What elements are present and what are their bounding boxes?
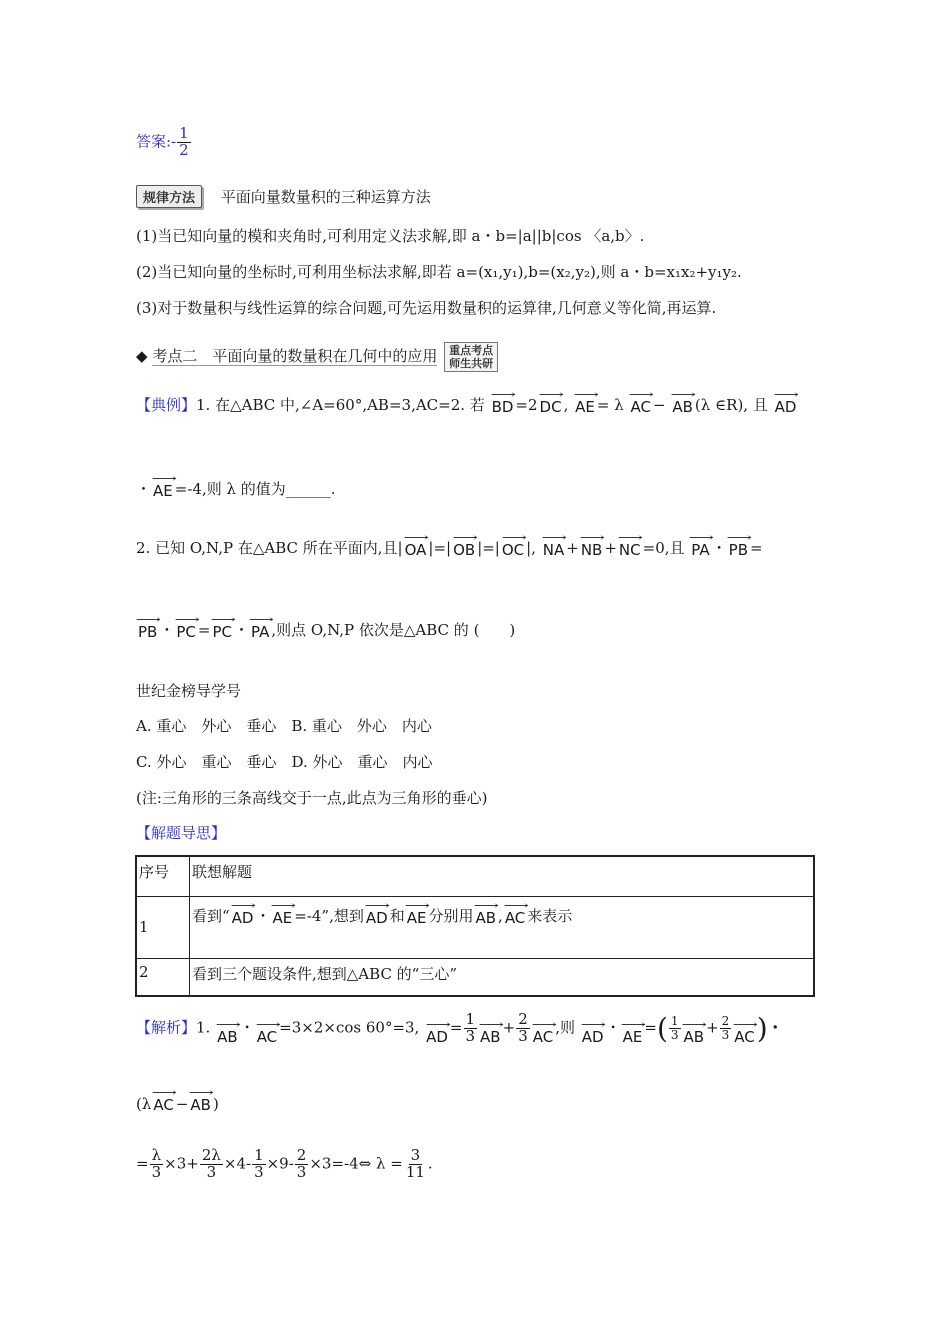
p2-text-a: 2. 已知 O,N,P 在△ABC 所在平面内,且| bbox=[136, 539, 403, 557]
vector-AD: ⟶ AD bbox=[364, 898, 389, 927]
vector-DC: ⟶ DC bbox=[538, 388, 563, 416]
solution-tag: 【解析】 bbox=[136, 1018, 197, 1037]
method-item-2: (2)当已知向量的坐标时,可利用坐标法求解,即若 a=(x₁,y₁),b=(x₂,y₂),则 a・b=x₁x₂+y₁y₂. bbox=[136, 263, 742, 281]
table-row bbox=[136, 856, 814, 896]
method-item-3: (3)对于数量积与线性运算的综合问题,可先运用数量积的运算律,几何意义等化简,再运算. bbox=[136, 299, 717, 317]
section-badge-line1: 重点考点 bbox=[449, 344, 494, 357]
p2-text-h: ・ bbox=[711, 539, 727, 557]
vector-AB: ⟶ AB bbox=[681, 1018, 706, 1046]
p2-text-m: ,则点 O,N,P 依次是△ABC 的 ( ) bbox=[271, 621, 516, 639]
vector-BD: ⟶ BD bbox=[490, 388, 515, 416]
p2-text-j: ・ bbox=[159, 621, 175, 639]
p1-text-b: =2 bbox=[515, 396, 538, 414]
answer-fraction bbox=[177, 126, 191, 159]
vector-PB: ⟶ PB bbox=[726, 531, 751, 559]
table-row bbox=[136, 896, 814, 958]
fraction-1-3: $\frac{1}{3}$ bbox=[254, 1146, 264, 1181]
vector-OA: ⟶ OA bbox=[403, 531, 428, 559]
p1-text-g: ・ bbox=[136, 480, 152, 498]
section-heading bbox=[136, 342, 498, 372]
vector-AD: ⟶ AD bbox=[230, 898, 255, 927]
p2-text-d: |, bbox=[526, 539, 536, 557]
p1-text-d: = λ bbox=[596, 396, 624, 414]
fraction-2-3: $\frac{2}{3}$ bbox=[518, 1010, 528, 1045]
section-badge-line2: 师生共研 bbox=[449, 357, 494, 370]
example-p1-line2 bbox=[136, 474, 336, 499]
vector-PA: ⟶ PA bbox=[688, 531, 713, 559]
answer-label: 答案:- bbox=[136, 132, 177, 151]
section-bullet: ◆ bbox=[136, 347, 148, 365]
guide-header-no: 序号 bbox=[136, 856, 190, 896]
p1-text-a: 1. 在△ABC 中,∠A=60°,AB=3,AC=2. 若 bbox=[196, 396, 485, 414]
p1-text-f: (λ ∈R), 且 bbox=[694, 396, 768, 414]
option-line-c: C. 外心 重心 垂心 D. 外心 重心 内心 bbox=[136, 753, 433, 771]
guide-row1-no: 1 bbox=[136, 896, 190, 958]
vector-AE: ⟶ AE bbox=[270, 898, 295, 927]
solution-line1: 【解析】1. ⟶ AB ・ ⟶ AC =3×2×cos 60°=3, ⟶ AD = $\frac{1}{3}$ ⟶ AB + $\frac{2}{3}$ ⟶ AC ,则 ⟶ AD ・ ⟶ AE =( $\frac{1}{3}$ ⟶ AB + $\frac{2}{3}$ ⟶ AC )・ bbox=[136, 1010, 783, 1046]
method-badge: 规律方法 bbox=[136, 185, 202, 208]
guide-row2-text: 看到三个题设条件,想到△ABC 的“三心” bbox=[190, 958, 815, 996]
note-text: (注:三角形的三条高线交于一点,此点为三角形的垂心) bbox=[136, 789, 488, 807]
example-tag: 【典例】 bbox=[136, 396, 197, 414]
vector-PB: ⟶ PB bbox=[135, 613, 160, 641]
p2-text-b: |=| bbox=[428, 539, 452, 557]
vector-AE: ⟶ AE bbox=[404, 898, 429, 927]
method-item-1: (1)当已知向量的模和夹角时,可利用定义法求解,即 a・b=|a||b|cos 〈a,b〉. bbox=[136, 227, 645, 245]
solution-equation: = $\frac{\lambda}{3}$ ×3+ $\frac{2\lambda}{3}$ ×4- $\frac{1}{3}$ ×9- $\frac{2}{3}$ ×3=-4⇔ λ = $\frac{3}{11}$ . bbox=[136, 1146, 433, 1181]
fraction-2-3: $\frac{2}{3}$ bbox=[721, 1014, 730, 1042]
vector-PC: ⟶ PC bbox=[210, 613, 235, 641]
vector-NA: ⟶ NA bbox=[541, 531, 566, 559]
vector-AD: ⟶ AD bbox=[425, 1018, 449, 1046]
p2-text-f: + bbox=[604, 539, 617, 557]
p1-text-e: − bbox=[653, 396, 666, 414]
answer-denominator: 2 bbox=[179, 140, 189, 159]
option-line-a: A. 重心 外心 垂心 B. 重心 外心 内心 bbox=[136, 717, 432, 735]
section-badge bbox=[444, 342, 498, 372]
vector-AB: ⟶ AB bbox=[670, 388, 695, 416]
section-title: 考点二 平面向量的数量积在几何中的应用 bbox=[152, 347, 438, 365]
source-label: 世纪金榜导学号 bbox=[136, 682, 242, 700]
p2-text-c: |=| bbox=[477, 539, 500, 557]
vector-AC: ⟶ AC bbox=[151, 1086, 176, 1114]
p1-text-h: =-4,则 λ 的值为______. bbox=[174, 480, 336, 498]
guide-title: 【解题导思】 bbox=[136, 824, 227, 842]
vector-AC: ⟶ AC bbox=[255, 1018, 279, 1046]
guide-table bbox=[135, 855, 815, 997]
vector-NC: ⟶ NC bbox=[617, 531, 642, 559]
vector-AE: ⟶ AE bbox=[151, 472, 175, 500]
fraction-2lambda-3: $\frac{2\lambda}{3}$ bbox=[201, 1146, 221, 1181]
solution-line2: (λ ⟶ AC − ⟶ AB ) bbox=[136, 1086, 219, 1114]
vector-AE: ⟶ AE bbox=[620, 1018, 645, 1046]
example-p2-line2 bbox=[136, 615, 515, 640]
vector-PA: ⟶ PA bbox=[248, 613, 273, 641]
guide-row2-no: 2 bbox=[136, 958, 190, 996]
guide-header-text: 联想解题 bbox=[190, 856, 815, 896]
vector-OB: ⟶ OB bbox=[452, 531, 476, 559]
example-p2-line1 bbox=[136, 533, 763, 558]
fraction-1-3: $\frac{1}{3}$ bbox=[465, 1010, 476, 1045]
method-heading bbox=[136, 185, 431, 208]
vector-AB: ⟶ AB bbox=[478, 1018, 503, 1046]
vector-AB: ⟶ AB bbox=[188, 1086, 213, 1114]
method-title: 平面向量数量积的三种运算方法 bbox=[220, 188, 431, 206]
fraction-3-11: $\frac{3}{11}$ bbox=[405, 1146, 425, 1181]
answer-line bbox=[136, 126, 192, 159]
guide-row1-text: 看到“ ⟶ AD ・ ⟶ AE =-4”,想到 ⟶ AD 和 ⟶ AE 分别用 ⟶ AB , ⟶ AC 来表示 bbox=[190, 896, 815, 958]
p2-text-k: = bbox=[197, 621, 211, 639]
table-row bbox=[136, 958, 814, 996]
vector-NB: ⟶ NB bbox=[579, 531, 604, 559]
answer-numerator: 1 bbox=[179, 124, 189, 142]
vector-AC: ⟶ AC bbox=[531, 1018, 555, 1046]
vector-PC: ⟶ PC bbox=[174, 613, 198, 641]
vector-AB: ⟶ AB bbox=[215, 1018, 240, 1046]
p2-text-i: = bbox=[750, 539, 763, 557]
vector-AC: ⟶ AC bbox=[732, 1018, 757, 1046]
fraction-1-3: $\frac{1}{3}$ bbox=[670, 1014, 679, 1042]
p2-text-g: =0,且 bbox=[642, 539, 685, 557]
vector-AD: ⟶ AD bbox=[773, 388, 798, 416]
vector-AB: ⟶ AB bbox=[473, 898, 498, 927]
p2-text-l: ・ bbox=[234, 621, 250, 639]
vector-AE: ⟶ AE bbox=[573, 388, 597, 416]
example-p1-line1 bbox=[136, 390, 798, 415]
p2-text-e: + bbox=[566, 539, 579, 557]
vector-AC: ⟶ AC bbox=[628, 388, 653, 416]
fraction-2-3: $\frac{2}{3}$ bbox=[296, 1146, 307, 1181]
vector-OC: ⟶ OC bbox=[501, 531, 525, 559]
vector-AD: ⟶ AD bbox=[580, 1018, 605, 1046]
vector-AC: ⟶ AC bbox=[503, 898, 527, 927]
p1-text-c: , bbox=[563, 396, 569, 414]
fraction-lambda-3: $\frac{\lambda}{3}$ bbox=[151, 1146, 162, 1181]
